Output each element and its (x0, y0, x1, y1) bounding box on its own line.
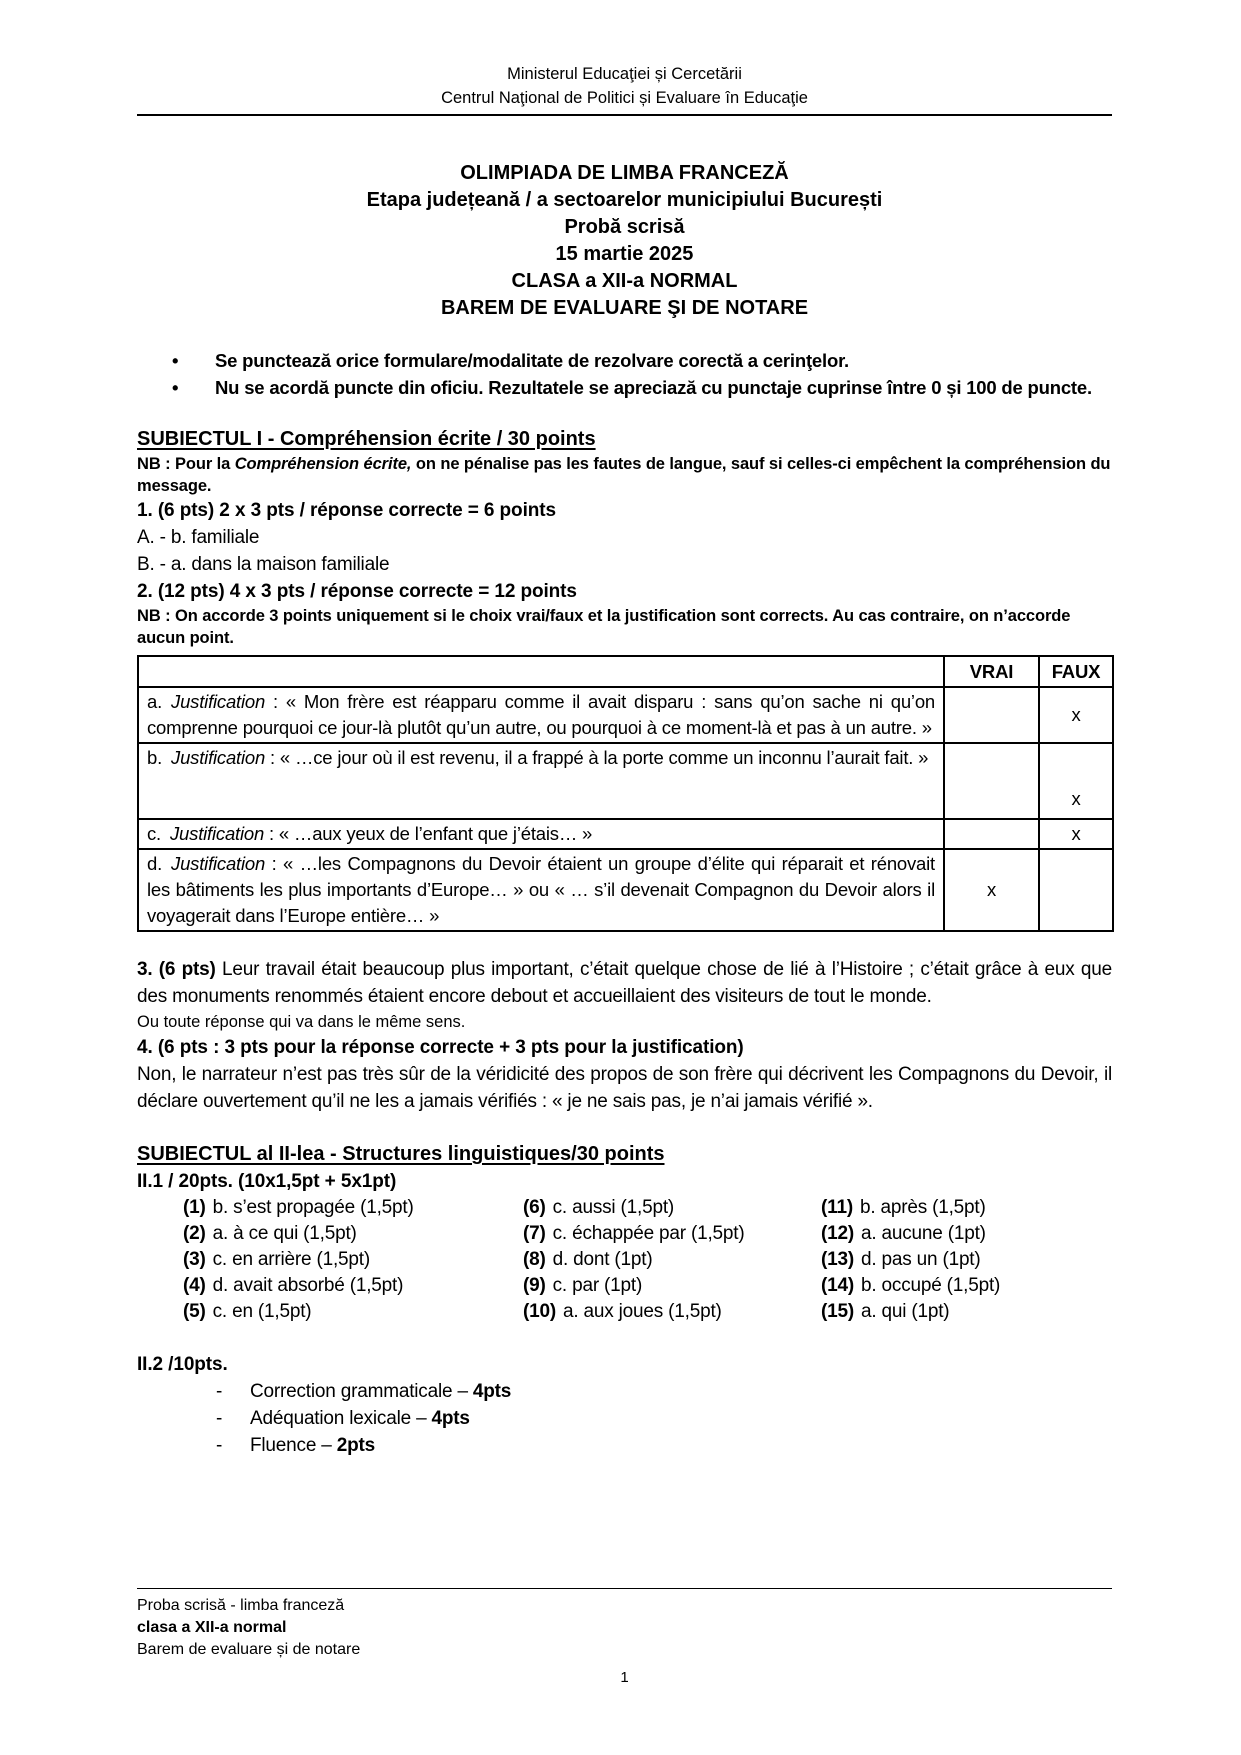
answer-item (523, 1247, 821, 1273)
title-block (137, 160, 1112, 322)
subject2-part1-heading: II.1 / 20pts. (10x1,5pt + 5x1pt) (137, 1171, 397, 1192)
question3-paragraph (137, 956, 1112, 1010)
answer-number: (12) (821, 1223, 854, 1244)
table-header-row (138, 656, 1113, 687)
answer-item (523, 1299, 821, 1325)
nb-suffix: on ne pénalise pas les fautes de langue, sauf si celles-ci empêchent la compréhension du message. (137, 455, 1111, 495)
answer-number: (5) (183, 1301, 206, 1322)
subject2-heading: SUBIECTUL al II-lea - Structures linguistiques/30 points (137, 1143, 665, 1165)
rule-text: Se punctează orice formulare/modalitate de rezolvare corectă a cerinţelor. (215, 350, 849, 371)
question3-text: Leur travail était beaucoup plus important, c’était quelque chose de lié à l’Histoire ; c’était grâce à eux que des monuments renommés étaient encore debout et accueillaient des visiteurs de tout le monde. (137, 959, 1112, 1007)
page-number: 1 (620, 1669, 629, 1686)
row-label: Justification (171, 691, 266, 712)
answer-number: (15) (821, 1301, 854, 1322)
question1-answer-a: A. - b. familiale (137, 527, 260, 548)
general-rules (137, 347, 1112, 401)
row-text: : « Mon frère est réapparu comme il avait disparu : sans qu’on sache ni qu’on comprenne pourquoi ce jour-là plutôt qu’un autre, ou pourquoi à ce moment-là et pas à un autre. » (147, 691, 935, 738)
criterion-points: 4pts (472, 1381, 512, 1402)
criterion-points: 2pts (336, 1435, 376, 1456)
nb-prefix: NB : Pour la (137, 455, 235, 473)
justification-cell (138, 819, 944, 849)
answer-text: c. aussi (1,5pt) (552, 1197, 675, 1218)
answer-number: (6) (523, 1197, 546, 1218)
faux-mark-cell: x (1039, 743, 1113, 819)
answer-item (183, 1195, 523, 1221)
question4-paragraph: Non, le narrateur n’est pas très sûr de la véridicité des propos de son frère qui décrivent les Compagnons du Devoir, il déclare ouvertement qu’il ne les a jamais vérifiés : « je ne sais pas, je n’ai jamais vérifié ». (137, 1064, 1112, 1112)
answer-text: c. par (1pt) (552, 1275, 643, 1296)
criterion-label: Correction grammaticale – (250, 1381, 473, 1402)
subject2-part2-heading: II.2 /10pts. (137, 1354, 228, 1375)
answers-column-1 (183, 1195, 523, 1325)
question2-nb: NB : On accorde 3 points uniquement si le choix vrai/faux et la justification sont corrects. Au cas contraire, on n’accorde aucun point. (137, 607, 1071, 647)
question1-heading: 1. (6 pts) 2 x 3 pts / réponse correcte = 6 points (137, 500, 556, 521)
answer-item (183, 1273, 523, 1299)
row-label: Justification (171, 853, 266, 874)
answer-text: c. échappée par (1,5pt) (552, 1223, 745, 1244)
answer-number: (3) (183, 1249, 206, 1270)
answer-text: b. s’est propagée (1,5pt) (212, 1197, 414, 1218)
row-label: Justification (170, 823, 265, 844)
table-header-vrai: VRAI (944, 656, 1039, 687)
table-row-c (138, 819, 1113, 849)
row-key: b. (147, 747, 163, 768)
footer-class: clasa a XII-a normal (137, 1619, 287, 1636)
criterion-item (137, 1432, 1112, 1459)
answer-number: (11) (821, 1197, 853, 1218)
answer-item (523, 1221, 821, 1247)
answers-column-2 (523, 1195, 821, 1325)
vrai-mark-cell (944, 819, 1039, 849)
answer-number: (7) (523, 1223, 546, 1244)
title-stage: Etapa județeană / a sectoarelor municipiului București (366, 189, 883, 211)
answer-item (821, 1299, 1112, 1325)
answer-number: (9) (523, 1275, 546, 1296)
table-row-b (138, 743, 1113, 819)
nb-italic: Compréhension écrite, (234, 455, 412, 473)
question3-lead: 3. (6 pts) (137, 959, 216, 980)
answer-text: b. occupé (1,5pt) (861, 1275, 1001, 1296)
dash-marker: - (216, 1381, 223, 1402)
footer-exam-type: Proba scrisă - limba franceză (137, 1597, 345, 1614)
subject2-part1-answers (183, 1195, 1112, 1325)
answer-text: d. dont (1pt) (552, 1249, 653, 1270)
subject1-heading: SUBIECTUL I - Compréhension écrite / 30 points (137, 428, 596, 450)
answer-item (821, 1221, 1112, 1247)
criterion-label: Adéquation lexicale – (250, 1408, 432, 1429)
title-class: CLASA a XII-a NORMAL (511, 270, 738, 292)
vrai-mark-cell: x (944, 849, 1039, 931)
answer-text: d. pas un (1pt) (861, 1249, 981, 1270)
question3-note: Ou toute réponse qui va dans le même sens. (137, 1013, 466, 1031)
justification-cell (138, 849, 944, 931)
vrai-faux-table (137, 655, 1114, 932)
faux-mark-cell: x (1039, 687, 1113, 743)
table-row-a (138, 687, 1113, 743)
question1-answer-b: B. - a. dans la maison familiale (137, 554, 390, 575)
footer-barem: Barem de evaluare și de notare (137, 1641, 361, 1658)
justification-cell (138, 743, 944, 819)
answer-text: a. aux joues (1,5pt) (563, 1301, 722, 1322)
answer-number: (10) (523, 1301, 556, 1322)
row-label: Justification (171, 747, 266, 768)
question4-heading: 4. (6 pts : 3 pts pour la réponse correcte + 3 pts pour la justification) (137, 1037, 744, 1058)
row-key: c. (147, 823, 161, 844)
answer-item (523, 1273, 821, 1299)
answer-number: (13) (821, 1249, 854, 1270)
answer-item (821, 1273, 1112, 1299)
answer-number: (8) (523, 1249, 546, 1270)
answer-text: a. qui (1pt) (861, 1301, 950, 1322)
page-footer (137, 1588, 1112, 1689)
title-date: 15 martie 2025 (555, 243, 694, 265)
subject1-nb (137, 453, 1112, 497)
criterion-label: Fluence – (250, 1435, 337, 1456)
answer-text: a. à ce qui (1,5pt) (212, 1223, 357, 1244)
subject2-part2-criteria (137, 1378, 1112, 1459)
answer-number: (1) (183, 1197, 206, 1218)
answer-text: c. en arrière (1,5pt) (212, 1249, 370, 1270)
question2-heading: 2. (12 pts) 4 x 3 pts / réponse correcte = 12 points (137, 581, 577, 602)
answer-item (821, 1195, 1112, 1221)
answer-item (183, 1247, 523, 1273)
answer-item (523, 1195, 821, 1221)
org-header (137, 62, 1112, 116)
answer-text: b. après (1,5pt) (859, 1197, 986, 1218)
criterion-item (137, 1378, 1112, 1405)
row-key: a. (147, 691, 163, 712)
rule-item (137, 374, 1112, 401)
dash-marker: - (216, 1408, 223, 1429)
bullet-marker: • (172, 350, 179, 371)
answer-number: (14) (821, 1275, 854, 1296)
answers-column-3 (821, 1195, 1112, 1325)
table-row-d (138, 849, 1113, 931)
criterion-points: 4pts (431, 1408, 470, 1429)
faux-mark-cell (1039, 849, 1113, 931)
answer-item (821, 1247, 1112, 1273)
answer-text: c. en (1,5pt) (212, 1301, 312, 1322)
org-header-line2: Centrul Naţional de Politici și Evaluare în Educaţie (441, 89, 808, 107)
title-exam-type: Probă scrisă (564, 216, 685, 238)
dash-marker: - (216, 1435, 223, 1456)
faux-mark-cell: x (1039, 819, 1113, 849)
row-key: d. (147, 853, 163, 874)
row-text: : « …aux yeux de l’enfant que j’étais… » (264, 823, 593, 844)
vrai-mark-cell (944, 743, 1039, 819)
answer-item (183, 1299, 523, 1325)
vrai-mark-cell (944, 687, 1039, 743)
justification-cell (138, 687, 944, 743)
answer-item (183, 1221, 523, 1247)
row-text: : « …les Compagnons du Devoir étaient un groupe d’élite qui réparait et rénovait les bâtiments les plus importants d’Europe… » ou « … s’il devenait Compagnon du Devoir alors il voyagerait dans l’Europe entière… » (147, 853, 935, 926)
title-barem: BAREM DE EVALUARE ŞI DE NOTARE (440, 297, 809, 319)
table-header-faux: FAUX (1039, 656, 1113, 687)
answer-text: d. avait absorbé (1,5pt) (212, 1275, 404, 1296)
answer-text: a. aucune (1pt) (861, 1223, 986, 1244)
criterion-item (137, 1405, 1112, 1432)
title-olympiad: OLIMPIADA DE LIMBA FRANCEZĂ (460, 162, 789, 184)
row-text: : « …ce jour où il est revenu, il a frappé à la porte comme un inconnu l’aurait fait. » (265, 747, 929, 768)
rule-item (137, 347, 1112, 374)
bullet-marker: • (172, 377, 179, 398)
answer-number: (4) (183, 1275, 206, 1296)
table-header-empty-cell (138, 656, 944, 687)
answer-number: (2) (183, 1223, 206, 1244)
org-header-line1: Ministerul Educaţiei și Cercetării (507, 65, 742, 83)
rule-text: Nu se acordă puncte din oficiu. Rezultatele se apreciază cu punctaje cuprinse între 0 și 100 de puncte. (215, 377, 1092, 398)
